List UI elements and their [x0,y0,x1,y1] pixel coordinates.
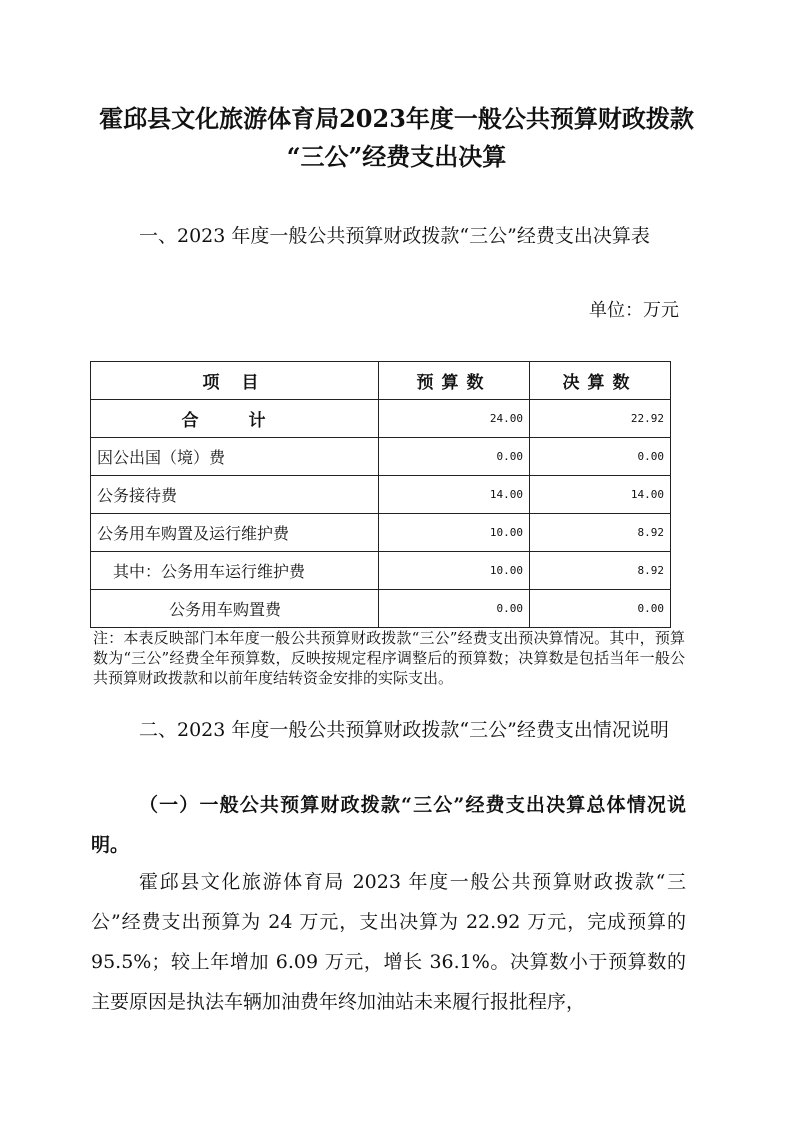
row-actual: 22.92 [530,400,671,438]
section-1-heading: 一、2023 年度一般公共预算财政拨款“三公”经费支出决算表 [139,225,650,247]
row-item: 其中：公务用车运行维护费 [91,552,379,590]
subsection-1-heading: （一）一般公共预算财政拨款“三公”经费支出决算总体情况说明。 [91,794,686,856]
row-item-total: 合 计 [91,400,379,438]
row-budget: 10.00 [379,552,530,590]
three-public-expenses-table [90,361,671,628]
table-row [91,400,671,438]
table-header-row [91,362,671,400]
row-actual: 8.92 [530,552,671,590]
row-budget: 10.00 [379,514,530,552]
row-budget: 14.00 [379,476,530,514]
row-actual: 0.00 [530,590,671,628]
column-header-actual: 决算数 [530,362,671,400]
row-item: 公务用车购置费 [91,590,379,628]
document-title-line-2: “三公”经费支出决算 [286,142,507,171]
row-budget: 0.00 [379,438,530,476]
row-budget: 0.00 [379,590,530,628]
table-note: 注：本表反映部门本年度一般公共预算财政拨款“三公”经费支出预决算情况。其中，预算数为“三公”经费全年预算数，反映按规定程序调整后的预算数；决算数是包括当年一般公共预算财政拨款和以前年度结转资金安排的实际支出。 [93,629,685,687]
row-item: 公务接待费 [91,476,379,514]
row-actual: 0.00 [530,438,671,476]
row-budget: 24.00 [379,400,530,438]
table-row [91,590,671,628]
unit-label: 单位：万元 [589,300,679,321]
row-item: 因公出国（境）费 [91,438,379,476]
section-2-heading: 二、2023 年度一般公共预算财政拨款“三公”经费支出情况说明 [139,719,669,741]
table-row [91,514,671,552]
row-actual: 14.00 [530,476,671,514]
table-row [91,438,671,476]
column-header-budget: 预算数 [379,362,530,400]
table-row [91,476,671,514]
document-title-line-1: 霍邱县文化旅游体育局2023年度一般公共预算财政拨款 [99,104,694,133]
table-row [91,552,671,590]
body-paragraph: 霍邱县文化旅游体育局 2023 年度一般公共预算财政拨款“三公”经费支出预算为 24 万元，支出决算为 22.92 万元，完成预算的 95.5%；较上年增加 6.09 万元，增长 36.1%。决算数小于预算数的主要原因是执法车辆加油费年终加油站未来履行报批程序， [91,871,686,1013]
row-item: 公务用车购置及运行维护费 [91,514,379,552]
row-actual: 8.92 [530,514,671,552]
column-header-item: 项 目 [91,362,379,400]
